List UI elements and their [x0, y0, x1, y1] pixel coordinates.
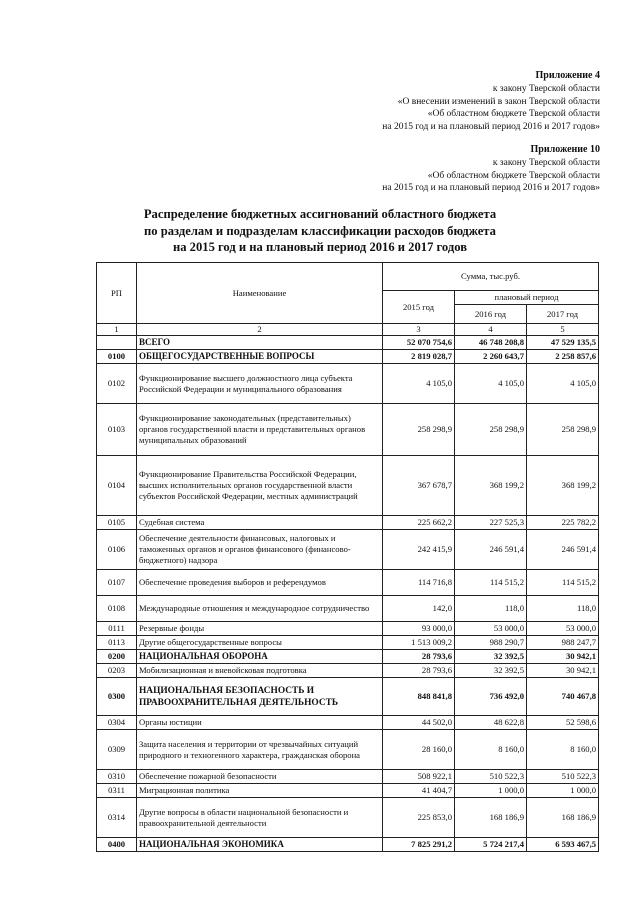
row-value-2017: 53 000,0: [527, 622, 599, 636]
row-value-2016: 1 000,0: [455, 784, 527, 798]
column-number: 5: [527, 324, 599, 336]
row-value-2017: 2 258 857,6: [527, 350, 599, 364]
row-value-2015: 242 415,9: [383, 530, 455, 570]
row-name: НАЦИОНАЛЬНАЯ ЭКОНОМИКА: [137, 838, 383, 852]
row-value-2016: 736 492,0: [455, 678, 527, 716]
title-line: Распределение бюджетных ассигнований областного бюджета: [143, 207, 497, 221]
row-name: Обеспечение пожарной безопасности: [137, 770, 383, 784]
row-value-2015: 28 793,6: [383, 650, 455, 664]
table-row: [97, 678, 599, 716]
row-value-2015: 2 819 028,7: [383, 350, 455, 364]
row-name: Функционирование высшего должностного лица субъекта Российской Федерации и муниципального образования: [137, 364, 383, 404]
row-code: 0200: [97, 650, 137, 664]
row-value-2016: 4 105,0: [455, 364, 527, 404]
row-code: 0311: [97, 784, 137, 798]
row-value-2016: 32 392,5: [455, 664, 527, 678]
row-value-2015: 7 825 291,2: [383, 838, 455, 852]
row-value-2015: 225 853,0: [383, 798, 455, 838]
row-code: 0104: [97, 456, 137, 516]
table-row: [97, 622, 599, 636]
row-code: 0107: [97, 570, 137, 596]
appendix-10-line: к закону Тверской области: [492, 157, 600, 168]
appendix-10-header: [382, 144, 600, 195]
title-line: на 2015 год и на плановый период 2016 и 2017 годов: [172, 240, 468, 254]
row-name: Функционирование Правительства Российской Федерации, высших исполнительных органов государственной власти субъектов Российской Федерации, местных администраций: [137, 456, 383, 516]
column-number: 2: [137, 324, 383, 336]
row-value-2017: 368 199,2: [527, 456, 599, 516]
row-name: Другие вопросы в области национальной безопасности и правоохранительной деятельности: [137, 798, 383, 838]
row-name: Судебная система: [137, 516, 383, 530]
table-row: [97, 456, 599, 516]
document-title: [0, 206, 640, 256]
row-value-2015: 1 513 009,2: [383, 636, 455, 650]
table-row: [97, 730, 599, 770]
header-sum: Сумма, тыс.руб.: [383, 263, 599, 291]
row-value-2015: 41 404,7: [383, 784, 455, 798]
row-name: Органы юстиции: [137, 716, 383, 730]
table-row: [97, 716, 599, 730]
appendix-10-line: на 2015 год и на плановый период 2016 и 2017 годов»: [382, 183, 600, 194]
column-number: 3: [383, 324, 455, 336]
appendix-4-header: [382, 70, 600, 134]
row-value-2017: 30 942,1: [527, 650, 599, 664]
appendix-10-line: «Об областном бюджете Тверской области: [427, 170, 600, 181]
row-value-2015: 28 793,6: [383, 664, 455, 678]
row-value-2016: 8 160,0: [455, 730, 527, 770]
row-value-2017: 258 298,9: [527, 404, 599, 456]
table-row: [97, 364, 599, 404]
appendix-4-line: «Об областном бюджете Тверской области: [427, 109, 600, 120]
row-value-2017: 6 593 467,5: [527, 838, 599, 852]
row-value-2015: 367 678,7: [383, 456, 455, 516]
row-code: 0113: [97, 636, 137, 650]
row-value-2016: 988 290,7: [455, 636, 527, 650]
table-row: [97, 530, 599, 570]
row-value-2017: 246 591,4: [527, 530, 599, 570]
row-value-2017: 168 186,9: [527, 798, 599, 838]
row-value-2015: 142,0: [383, 596, 455, 622]
appendix-4-line: на 2015 год и на плановый период 2016 и 2017 годов»: [382, 122, 600, 133]
row-value-2017: 4 105,0: [527, 364, 599, 404]
row-code: 0309: [97, 730, 137, 770]
budget-table: [96, 262, 599, 852]
appendix-10-title: Приложение 10: [530, 144, 600, 155]
row-value-2016: 510 522,3: [455, 770, 527, 784]
appendix-4-title: Приложение 4: [535, 70, 600, 81]
row-value-2016: 118,0: [455, 596, 527, 622]
row-code: 0300: [97, 678, 137, 716]
row-code: 0400: [97, 838, 137, 852]
table-row: [97, 798, 599, 838]
table-row: [97, 404, 599, 456]
column-number: 1: [97, 324, 137, 336]
row-code: 0108: [97, 596, 137, 622]
row-value-2016: 53 000,0: [455, 622, 527, 636]
table-row: [97, 636, 599, 650]
row-value-2016: 368 199,2: [455, 456, 527, 516]
row-value-2015: 225 662,2: [383, 516, 455, 530]
table-row: [97, 838, 599, 852]
column-number: 4: [455, 324, 527, 336]
row-value-2016: 48 622,8: [455, 716, 527, 730]
header-2016: 2016 год: [455, 305, 527, 324]
table-row: [97, 770, 599, 784]
row-code: 0304: [97, 716, 137, 730]
header-planned-period: плановый период: [455, 291, 599, 305]
row-name: Мобилизационная и вневойсковая подготовка: [137, 664, 383, 678]
row-code: 0100: [97, 350, 137, 364]
row-name: Резервные фонды: [137, 622, 383, 636]
row-code: 0102: [97, 364, 137, 404]
table-row: [97, 336, 599, 350]
header-name: Наименование: [137, 263, 383, 324]
row-value-2017: 510 522,3: [527, 770, 599, 784]
row-value-2015: 848 841,8: [383, 678, 455, 716]
row-code: 0203: [97, 664, 137, 678]
row-value-2015: 93 000,0: [383, 622, 455, 636]
row-value-2015: 44 502,0: [383, 716, 455, 730]
row-name: ОБЩЕГОСУДАРСТВЕННЫЕ ВОПРОСЫ: [137, 350, 383, 364]
row-name: Миграционная политика: [137, 784, 383, 798]
row-code: 0103: [97, 404, 137, 456]
row-value-2017: 118,0: [527, 596, 599, 622]
title-line: по разделам и подразделам классификации расходов бюджета: [144, 223, 496, 238]
table-row: [97, 650, 599, 664]
row-name: Международные отношения и международное сотрудничество: [137, 596, 383, 622]
table-row: [97, 570, 599, 596]
row-name: ВСЕГО: [137, 336, 383, 350]
row-code: [97, 336, 137, 350]
row-value-2016: 168 186,9: [455, 798, 527, 838]
header-2017: 2017 год: [527, 305, 599, 324]
row-name: НАЦИОНАЛЬНАЯ ОБОРОНА: [137, 650, 383, 664]
table-row: [97, 784, 599, 798]
row-value-2015: 508 922,1: [383, 770, 455, 784]
row-value-2017: 988 247,7: [527, 636, 599, 650]
row-value-2016: 5 724 217,4: [455, 838, 527, 852]
row-value-2017: 225 782,2: [527, 516, 599, 530]
row-code: 0314: [97, 798, 137, 838]
row-value-2015: 114 716,8: [383, 570, 455, 596]
row-value-2016: 246 591,4: [455, 530, 527, 570]
row-name: Обеспечение деятельности финансовых, налоговых и таможенных органов и органов финансового (финансово-бюджетного) надзора: [137, 530, 383, 570]
row-value-2016: 32 392,5: [455, 650, 527, 664]
row-code: 0310: [97, 770, 137, 784]
row-value-2017: 114 515,2: [527, 570, 599, 596]
table-row: [97, 516, 599, 530]
table-row: [97, 596, 599, 622]
row-value-2015: 28 160,0: [383, 730, 455, 770]
row-value-2017: 8 160,0: [527, 730, 599, 770]
row-name: Другие общегосударственные вопросы: [137, 636, 383, 650]
row-value-2016: 114 515,2: [455, 570, 527, 596]
row-name: НАЦИОНАЛЬНАЯ БЕЗОПАСНОСТЬ И ПРАВООХРАНИТЕЛЬНАЯ ДЕЯТЕЛЬНОСТЬ: [137, 678, 383, 716]
header-rp: РП: [97, 263, 137, 324]
row-value-2016: 227 525,3: [455, 516, 527, 530]
row-value-2017: 1 000,0: [527, 784, 599, 798]
appendix-4-line: к закону Тверской области: [492, 83, 600, 94]
row-value-2016: 258 298,9: [455, 404, 527, 456]
row-value-2017: 47 529 135,5: [527, 336, 599, 350]
table-row: [97, 664, 599, 678]
row-code: 0111: [97, 622, 137, 636]
table-row: [97, 350, 599, 364]
row-code: 0105: [97, 516, 137, 530]
row-value-2016: 46 748 208,8: [455, 336, 527, 350]
row-value-2016: 2 260 643,7: [455, 350, 527, 364]
row-name: Функционирование законодательных (представительных) органов государственной власти и представительных органов муниципальных образований: [137, 404, 383, 456]
row-name: Обеспечение проведения выборов и референдумов: [137, 570, 383, 596]
row-value-2017: 30 942,1: [527, 664, 599, 678]
row-value-2015: 4 105,0: [383, 364, 455, 404]
row-value-2015: 52 070 754,6: [383, 336, 455, 350]
row-value-2017: 52 598,6: [527, 716, 599, 730]
row-value-2015: 258 298,9: [383, 404, 455, 456]
row-code: 0106: [97, 530, 137, 570]
row-value-2017: 740 467,8: [527, 678, 599, 716]
appendix-4-line: «О внесении изменений в закон Тверской области: [397, 96, 600, 107]
header-2015: 2015 год: [383, 291, 455, 324]
row-name: Защита населения и территории от чрезвычайных ситуаций природного и техногенного характера, гражданская оборона: [137, 730, 383, 770]
